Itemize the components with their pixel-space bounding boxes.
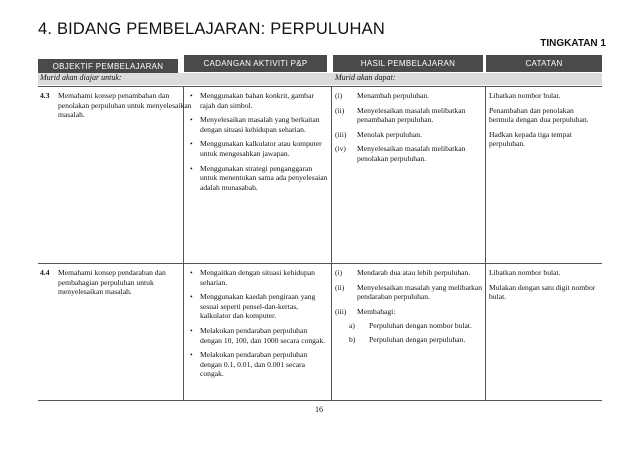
subheader-right: Murid akan dapat: bbox=[335, 73, 396, 82]
list-item: • Melakukan pendaraban perpuluhan dengan 0.1, 0.01, dan 0.001 secara congak. bbox=[190, 350, 308, 379]
notes-cell bbox=[489, 91, 599, 154]
header-hasil: HASIL PEMBELAJARAN bbox=[333, 55, 483, 72]
note-text: Libatkan nombor bulat. bbox=[489, 268, 561, 277]
outcomes-cell bbox=[335, 268, 483, 349]
list-item: • Menyelesaikan masalah yang berkaitan dengan situasi kehidupan seharian. bbox=[190, 115, 320, 134]
list-item: (ii) Menyelesaikan masalah melibatkan penambahan perpuluhan. bbox=[335, 105, 466, 125]
list-item: (iii) Menolak perpuluhan. bbox=[335, 129, 422, 139]
outcomes-cell bbox=[335, 91, 483, 169]
header-cadangan: CADANGAN AKTIVITI P&P bbox=[184, 55, 327, 72]
header-objektif: OBJEKTIF PEMBELAJARAN bbox=[38, 59, 178, 74]
activities-cell bbox=[190, 91, 328, 197]
objective-text: Memahami konsep penambahan dan penolakan perpuluhan untuk menyelesaikan masalah. bbox=[58, 91, 192, 120]
page-number: 16 bbox=[315, 405, 323, 414]
grade-level: TINGKATAN 1 bbox=[540, 38, 606, 49]
subheader-row bbox=[38, 73, 602, 85]
column-divider bbox=[331, 86, 332, 400]
column-divider bbox=[485, 86, 486, 400]
list-item: (iv) Menyelesaikan masalah melibatkan penolakan perpuluhan. bbox=[335, 144, 466, 163]
list-item: • Menggunakan kalkulator atau komputer untuk mengesahkan jawapan. bbox=[190, 139, 322, 158]
list-item: (ii) Menyelesaikan masalah yang melibatkan pendaraban perpuluhan. bbox=[335, 282, 483, 302]
list-item: b) Perpuluhan dengan perpuluhan. bbox=[349, 334, 466, 344]
note-text: Mulakan dengan satu digit nombor bulat. bbox=[489, 282, 596, 302]
notes-cell bbox=[489, 268, 599, 307]
list-item: • Menggunakan bahan konkrit, gambar rajah dan simbol. bbox=[190, 91, 314, 110]
note-text: Libatkan nombor bulat. bbox=[489, 91, 561, 100]
list-item: • Menggunakan kaedah pengiraan yang sesuai seperti pensel-dan-kertas, kalkulator dan komputer. bbox=[190, 292, 316, 321]
list-item: • Melakukan pendaraban perpuluhan dengan 10, 100, dan 1000 secara congak. bbox=[190, 325, 326, 345]
subheader-left: Murid akan diajar untuk: bbox=[40, 73, 122, 82]
list-item: (i) Menambah perpuluhan. bbox=[335, 91, 430, 100]
list-item: (i) Mendarab dua atau lebih perpuluhan. bbox=[335, 268, 471, 277]
page-title: 4. BIDANG PEMBELAJARAN: PERPULUHAN bbox=[38, 20, 385, 38]
objective-number: 4.4 bbox=[40, 268, 50, 277]
column-divider bbox=[183, 86, 184, 400]
list-item: (iii) Membahagi: bbox=[335, 306, 396, 316]
note-text: Hadkan kepada tiga tempat perpuluhan. bbox=[489, 129, 572, 149]
objective-cell bbox=[40, 268, 198, 297]
header-catatan: CATATAN bbox=[486, 55, 602, 72]
list-item: • Menggunakan strategi penganggaran untuk menentukan sama ada penyelesaian adalah munasabah. bbox=[190, 163, 328, 192]
activities-cell bbox=[190, 268, 328, 384]
objective-text: Memahami konsep pendaraban dan pembahagian perpuluhan untuk menyelesaikan masalah. bbox=[58, 268, 166, 297]
list-item: a) Perpuluhan dengan nombor bulat. bbox=[349, 321, 472, 331]
list-item: • Mengaitkan dengan situasi kehidupan seharian. bbox=[190, 268, 315, 287]
objective-number: 4.3 bbox=[40, 91, 50, 100]
objective-cell bbox=[40, 91, 198, 120]
note-text: Penambahan dan penolakan bermula dengan dua perpuluhan. bbox=[489, 105, 589, 125]
